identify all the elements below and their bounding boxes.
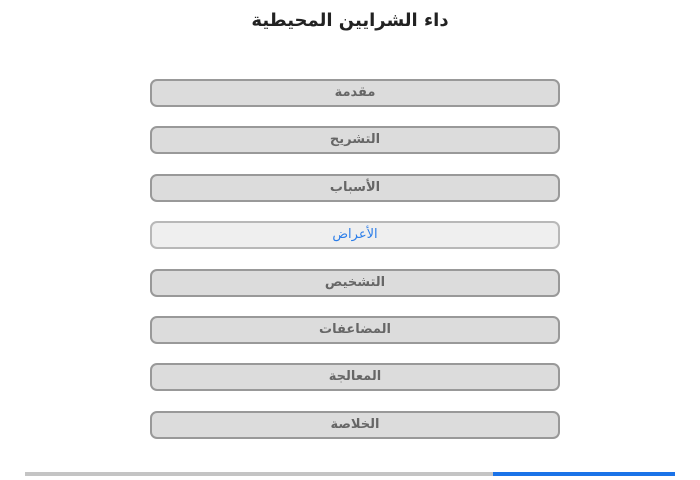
menu-button-anatomy[interactable]: التشريح [150,126,560,154]
page-title: داء الشرايين المحيطية [251,10,449,31]
menu-button-treatment[interactable]: المعالجة [150,363,560,391]
menu-button-symptoms[interactable]: الأعراض [150,221,560,249]
menu-button-causes[interactable]: الأسباب [150,174,560,202]
menu-button-introduction[interactable]: مقدمة [150,79,560,107]
menu-button-complications[interactable]: المضاعفات [150,316,560,344]
menu-button-diagnosis[interactable]: التشخيص [150,269,560,297]
menu-button-summary[interactable]: الخلاصة [150,411,560,439]
section-menu [150,79,560,458]
progress-bar [25,472,675,476]
progress-bar-fill [493,472,675,476]
